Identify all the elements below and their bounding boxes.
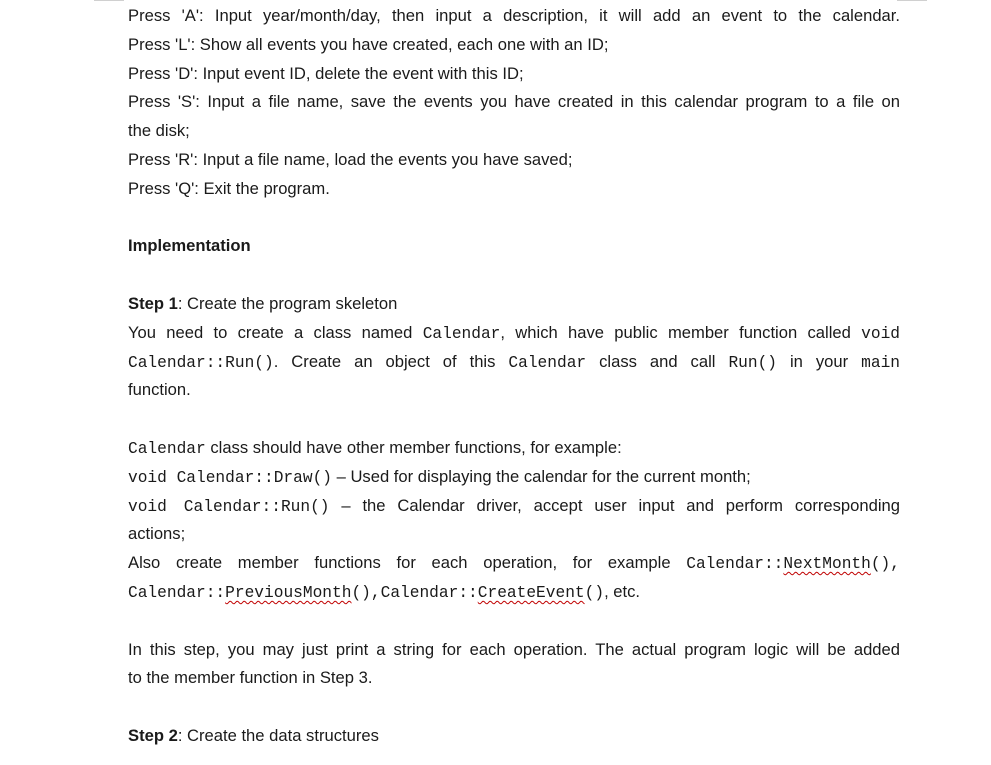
spellcheck-underline-word: NextMonth (783, 555, 871, 574)
text-run: in your (777, 351, 862, 371)
page-corner-mark-right (897, 0, 927, 3)
key-r-line: Press 'R': Input a file name, load the events you have saved; (128, 149, 573, 169)
step1-p3-line1: In this step, you may just print a string for each operation. The actual program logic will be added (128, 639, 900, 659)
code-part: Calendar:: (128, 583, 226, 602)
code-main: main (861, 353, 901, 372)
code-calendar: Calendar (128, 439, 206, 458)
spellcheck-underline-word: PreviousMonth (225, 583, 352, 602)
step1-p2-line5 (128, 549, 900, 578)
blank-line (128, 693, 900, 722)
step1-label: Step 1 (128, 293, 178, 313)
text-run: Also create member functions for each operation, for example (128, 553, 687, 573)
key-d-line: Press 'D': Input event ID, delete the event with this ID; (128, 63, 524, 83)
blank-line (128, 607, 900, 636)
step1-p1-line3: function. (128, 380, 191, 400)
key-a-line: Press 'A': Input year/month/day, then input a description, it will add an event to the calendar. (128, 6, 900, 25)
blank-line (128, 405, 900, 434)
step2-heading (128, 722, 900, 751)
step2-title: : Create the data structures (177, 725, 379, 745)
code-part: () (584, 583, 605, 602)
step1-p2-line3 (128, 492, 900, 521)
document-page (128, 2, 900, 751)
step1-p3-line2: to the member function in Step 3. (128, 668, 373, 688)
step1-p2-line4: actions; (128, 524, 186, 544)
text-run: , which have public member function called (500, 322, 862, 342)
text-run: class and call (586, 351, 729, 371)
code-draw: void Calendar::Draw() (128, 468, 332, 487)
spellcheck-underline-word: CreateEvent (477, 583, 585, 602)
text-run: – Used for displaying the calendar for the current month; (332, 466, 751, 486)
code-part: Calendar:: (380, 583, 478, 602)
text-run: – the Calendar driver, accept user input and perform corresponding (329, 495, 900, 515)
step1-p2-line2 (128, 463, 900, 492)
text-run: . Create an object of this (273, 351, 509, 371)
step1-title: : Create the program skeleton (177, 293, 398, 313)
step1-p2-line1 (128, 434, 900, 463)
code-part: (), (351, 583, 381, 602)
key-s-line-continued: the disk; (128, 121, 190, 141)
code-next-month (686, 555, 900, 573)
code-calendar-run: Calendar::Run() (128, 353, 274, 372)
key-l-line: Press 'L': Show all events you have created, each one with an ID; (128, 34, 609, 54)
code-calendar: Calendar (508, 353, 587, 372)
code-create-event (381, 584, 604, 602)
step1-p1-line2 (128, 348, 900, 377)
page-corner-mark-left (94, 0, 124, 3)
implementation-heading: Implementation (128, 236, 251, 256)
step1-heading (128, 290, 900, 319)
code-part: Calendar:: (686, 555, 784, 574)
code-calendar: Calendar (422, 324, 501, 343)
step2-label: Step 2 (128, 725, 178, 745)
step1-p1-line1 (128, 319, 900, 348)
code-part: (), (870, 555, 900, 574)
code-void: void (861, 324, 901, 343)
text-run: You need to create a class named (128, 322, 423, 342)
code-run: Run() (728, 353, 778, 372)
code-previous-month (128, 584, 381, 602)
text-run: , etc. (604, 581, 641, 601)
code-run: void Calendar::Run() (128, 497, 330, 516)
key-q-line: Press 'Q': Exit the program. (128, 178, 330, 198)
key-s-line: Press 'S': Input a file name, save the events you have created in this calendar program to a file on (128, 92, 900, 112)
text-run: class should have other member functions, for example: (205, 437, 622, 457)
blank-line (128, 261, 900, 290)
blank-line (128, 204, 900, 233)
step1-p2-line6 (128, 578, 900, 607)
